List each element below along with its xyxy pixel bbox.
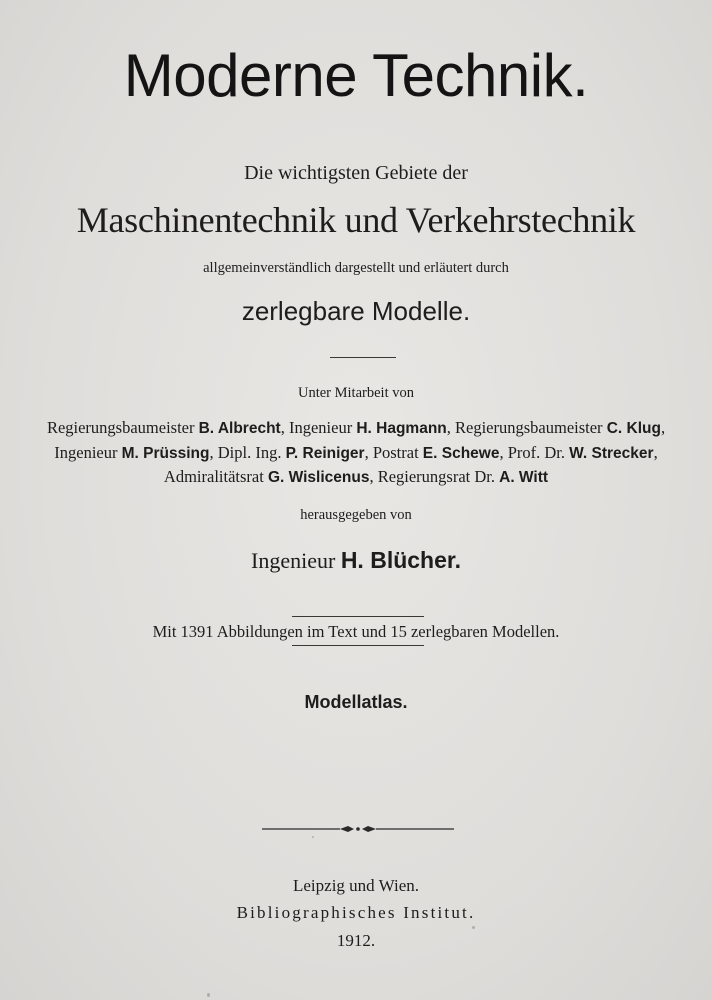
contributors-line-3 xyxy=(0,465,712,490)
contributor-role: Regierungsrat Dr. xyxy=(377,467,495,486)
divider-rule-lower xyxy=(292,645,424,646)
intro-line: Die wichtigsten Gebiete der xyxy=(244,162,468,184)
editor-name: H. Blücher. xyxy=(340,547,461,573)
separator: , xyxy=(209,443,214,462)
contributor-name: H. Hagmann xyxy=(356,420,447,437)
contributor-role: Admiralitätsrat xyxy=(163,467,264,486)
imprint-publisher: Bibliographisches Institut. xyxy=(236,903,476,922)
contributor-role: Ingenieur xyxy=(54,443,118,462)
contributor-name: E. Schewe xyxy=(422,445,500,462)
contributor xyxy=(508,443,658,462)
paper-speck xyxy=(312,836,314,838)
imprint-place: Leipzig und Wien. xyxy=(293,876,419,895)
separator: , xyxy=(653,443,658,462)
contributors-line-1 xyxy=(0,416,712,441)
separator: , xyxy=(499,443,504,462)
illustrations-note: Mit 1391 Abbildungen im Text und 15 zerlegbaren Modellen. xyxy=(152,622,560,641)
contributor-name: W. Strecker xyxy=(569,445,654,462)
contributor xyxy=(455,418,665,437)
divider-rule xyxy=(330,357,396,358)
imprint-year: 1912. xyxy=(336,931,376,950)
contributor-role: Dipl. Ing. xyxy=(217,443,282,462)
separator: , xyxy=(369,467,374,486)
ornament-rule-icon xyxy=(262,822,454,836)
volume-title: Modellatlas. xyxy=(304,692,408,712)
contributor-role: Postrat xyxy=(372,443,419,462)
editor-role: Ingenieur xyxy=(251,548,336,573)
contributor-role: Regierungsbaumeister xyxy=(46,418,195,437)
contributors-line-2 xyxy=(0,441,712,466)
contributor-name: M. Prüssing xyxy=(121,445,210,462)
contributor xyxy=(164,467,374,486)
paper-speck xyxy=(472,926,475,929)
contributor-name: C. Klug xyxy=(606,420,661,437)
contributor-role: Ingenieur xyxy=(288,418,353,437)
contributor-name: P. Reiniger xyxy=(285,445,365,462)
contributor xyxy=(218,443,369,462)
contributor xyxy=(373,443,504,462)
models-line: zerlegbare Modelle. xyxy=(241,296,471,326)
contributor-role: Prof. Dr. xyxy=(507,443,566,462)
divider-rule-upper xyxy=(292,616,424,617)
contributor-name: G. Wislicenus xyxy=(267,469,370,486)
separator: , xyxy=(660,418,666,437)
contributor-role: Regierungsbaumeister xyxy=(455,418,603,437)
subject-heading: Maschinentechnik und Verkehrstechnik xyxy=(76,200,636,240)
separator: , xyxy=(446,418,451,437)
contributor-name: B. Albrecht xyxy=(198,420,281,437)
explanation-line: allgemeinverständlich dargestellt und erläutert durch xyxy=(203,260,509,276)
paper-speck xyxy=(207,993,210,997)
separator: , xyxy=(364,443,369,462)
separator: , xyxy=(280,418,285,437)
editor-intro: herausgegeben von xyxy=(300,507,412,523)
collaboration-intro: Unter Mitarbeit von xyxy=(298,385,414,401)
contributor-name: A. Witt xyxy=(499,469,549,486)
contributor xyxy=(54,443,213,462)
editor-line xyxy=(0,544,712,577)
contributor xyxy=(378,467,548,486)
contributor xyxy=(289,418,451,437)
book-title: Moderne Technik. xyxy=(123,42,589,109)
contributor xyxy=(47,418,285,437)
